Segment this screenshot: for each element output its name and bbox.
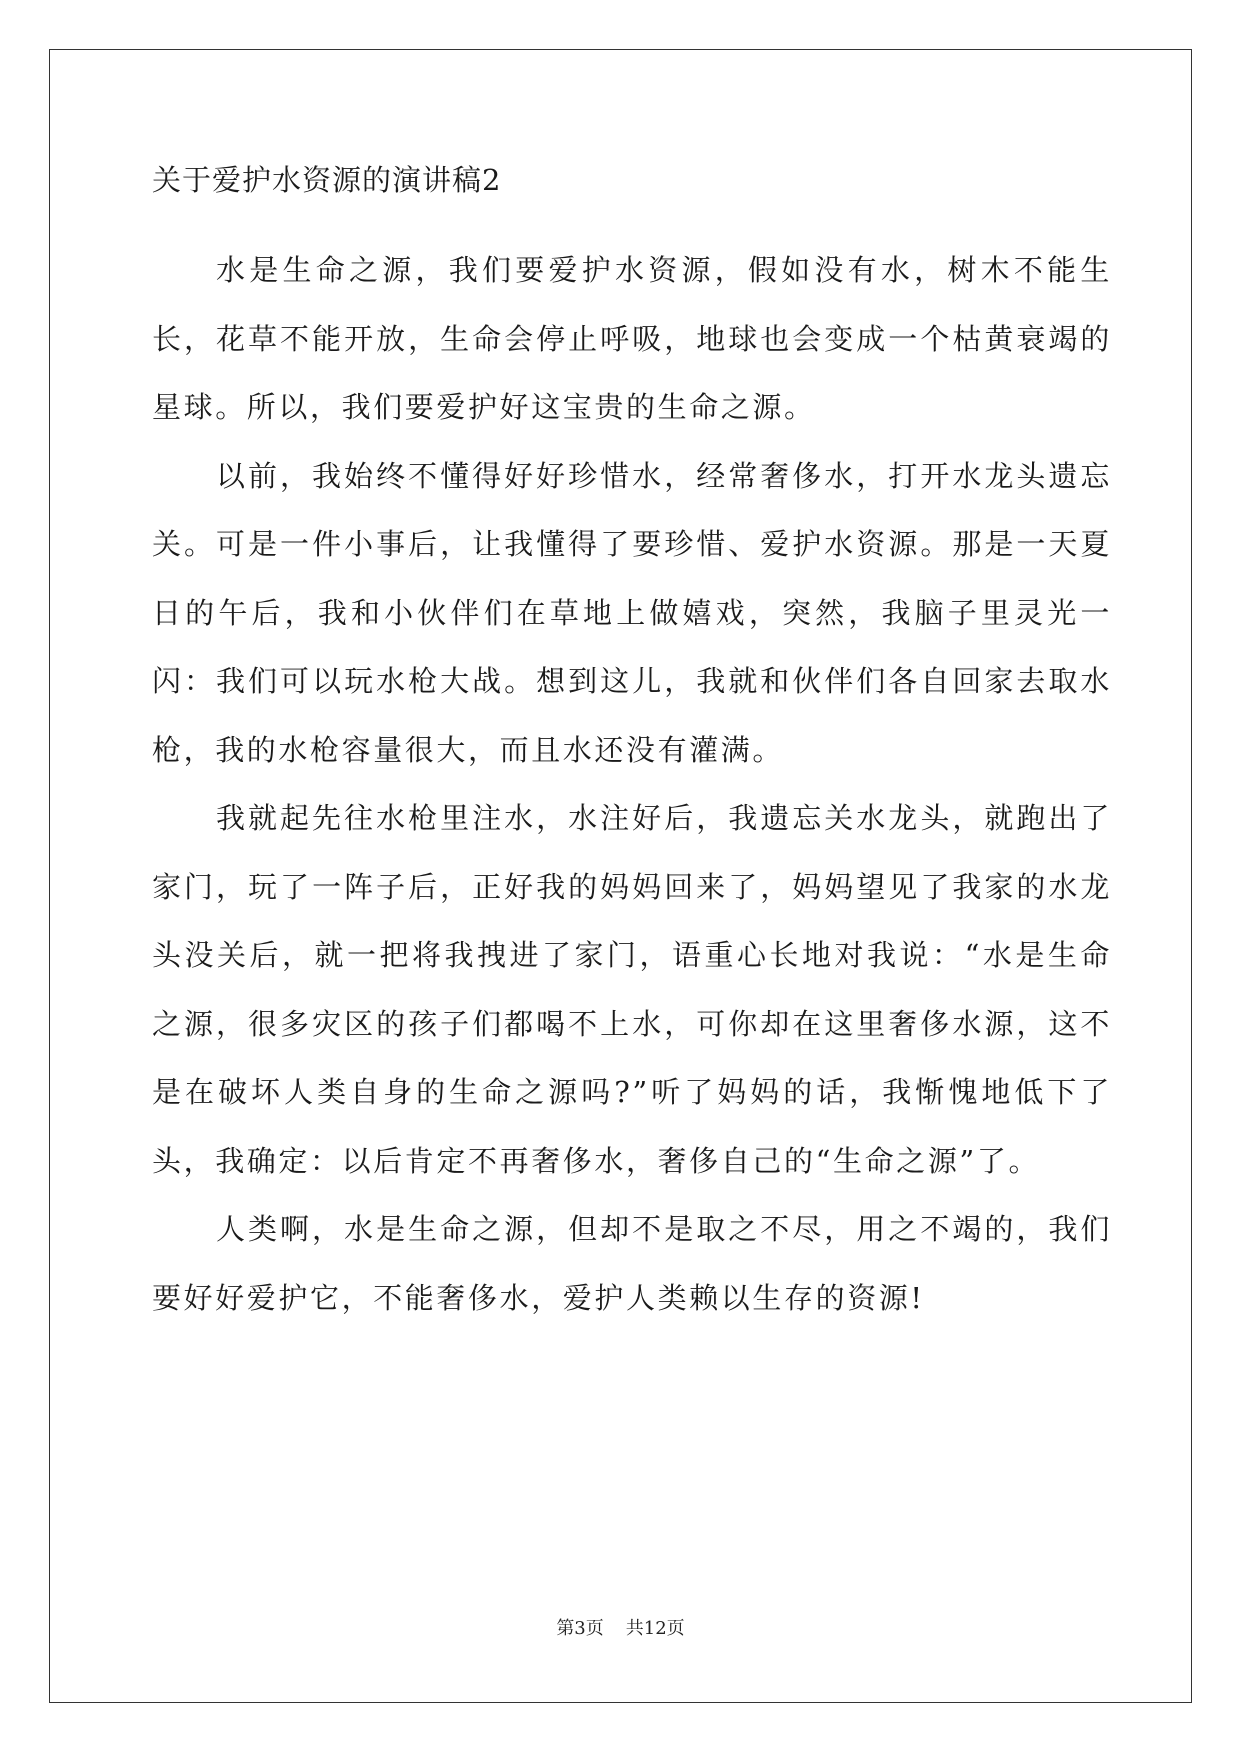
paragraph-1: 水是生命之源，我们要爱护水资源，假如没有水，树木不能生长，花草不能开放，生命会停止呼吸，地球也会变成一个枯黄衰竭的星球。所以，我们要爱护好这宝贵的生命之源。 [152,253,1112,424]
paragraph-2: 以前，我始终不懂得好好珍惜水，经常奢侈水，打开水龙头遗忘关。可是一件小事后，让我懂得了要珍惜、爱护水资源。那是一天夏日的午后，我和小伙伴们在草地上做嬉戏，突然，我脑子里灵光一闪：我们可以玩水枪大战。想到这儿，我就和伙伴们各自回家去取水枪，我的水枪容量很大，而且水还没有灌满。 [152,458,1112,767]
paragraph-4: 人类啊，水是生命之源，但却不是取之不尽，用之不竭的，我们要好好爱护它，不能奢侈水，爱护人类赖以生存的资源! [152,1212,1112,1315]
page-total: 共12页 [625,1618,685,1639]
document-body [152,160,1112,1332]
paragraph-3: 我就起先往水枪里注水，水注好后，我遗忘关水龙头，就跑出了家门，玩了一阵子后，正好我的妈妈回来了，妈妈望见了我家的水龙头没关后，就一把将我拽进了家门，语重心长地对我说：“水是生命之源，很多灾区的孩子们都喝不上水，可你却在这里奢侈水源，这不是在破坏人类自身的生命之源吗?”听了妈妈的话，我惭愧地低下了头，我确定：以后肯定不再奢侈水，奢侈自己的“生命之源”了。 [152,801,1112,1178]
page-number: 第3页 [556,1618,604,1639]
page-footer [0,1614,1241,1640]
document-title: 关于爱护水资源的演讲稿2 [152,163,502,197]
